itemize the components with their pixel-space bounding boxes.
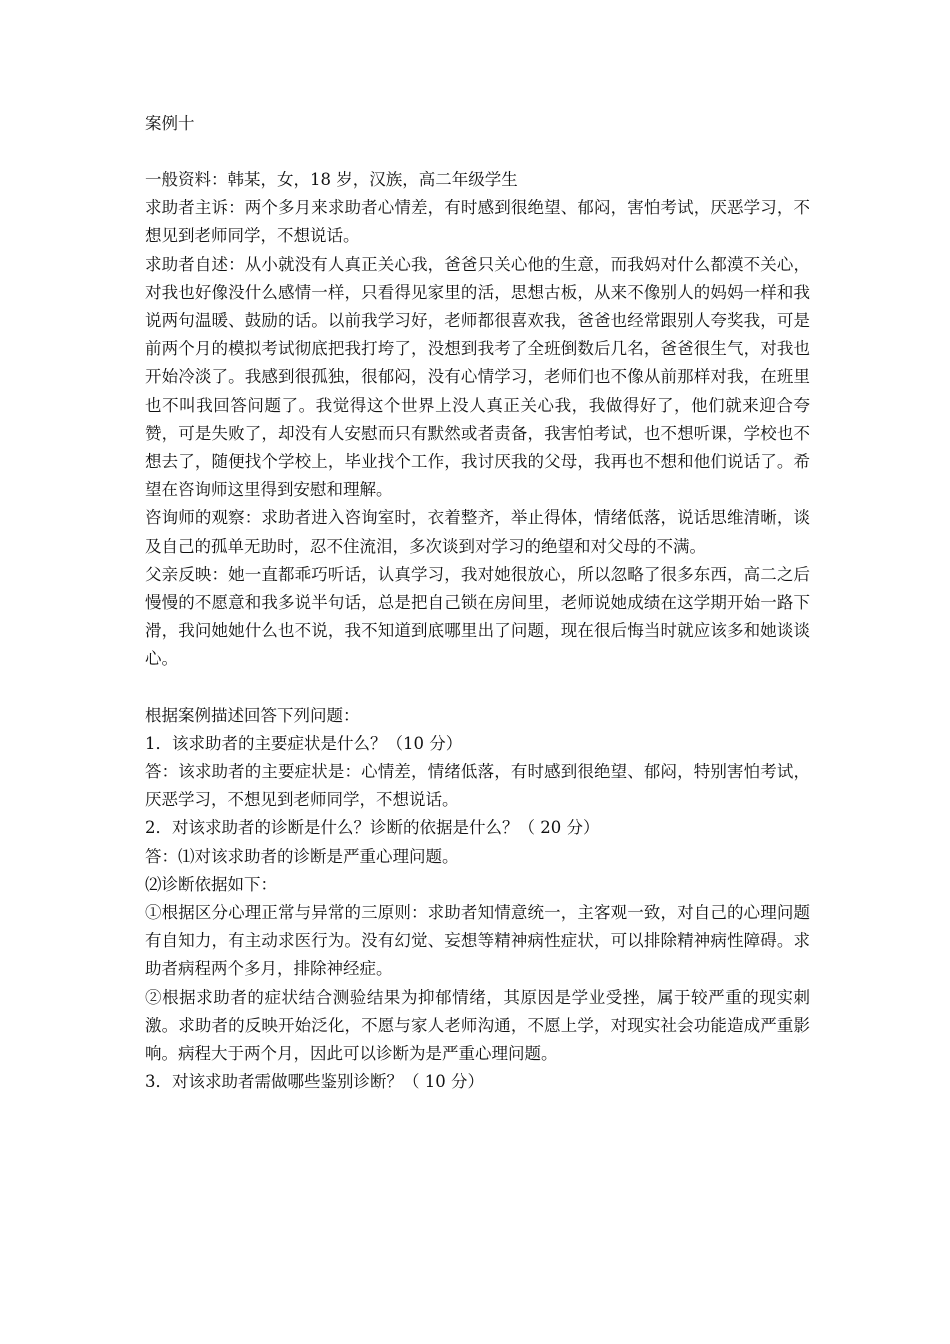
- answer-2-diagnosis: 答：⑴对该求助者的诊断是严重心理问题。: [145, 846, 459, 866]
- blank-line: [145, 138, 810, 166]
- case-title: 案例十: [145, 114, 195, 133]
- self-statement-paragraph: 求助者自述：从小就没有人真正关心我，爸爸只关心他的生意，而我妈对什么都漠不关心，对我也好像没什么感情一样，只看得见家里的活，思想古板，从来不像别人的妈妈一样和我说两句温暖、鼓励的话。以前我学习好，老师都很喜欢我，爸爸也经常跟别人夸奖我，可是前两个月的模拟考试彻底把我打垮了，没想到我考了全班倒数后几名，爸爸很生气，对我也开始冷淡了。我感到很孤独，很郁闷，没有心情学习，老师们也不像从前那样对我，在班里也不叫我回答问题了。我觉得这个世界上没人真正关心我，我做得好了，他们就来迎合夸赞，可是失败了，却没有人安慰而只有默然或者责备，我害怕考试，也不想听课，学校也不想去了，随便找个学校上，毕业找个工作，我讨厌我的父母，我再也不想和他们说话了。希望在咨询师这里得到安慰和理解。: [145, 254, 810, 500]
- question-2: 2．对该求助者的诊断是什么？诊断的依据是什么？（ 20 分）: [145, 818, 600, 838]
- answer-2-basis-heading: ⑵诊断依据如下：: [145, 874, 277, 894]
- blank-line: [145, 674, 810, 702]
- questions-intro: 根据案例描述回答下列问题：: [145, 705, 360, 725]
- father-report-paragraph: 父亲反映：她一直都乖巧听话，认真学习，我对她很放心，所以忽略了很多东西，高二之后慢慢的不愿意和我多说半句话，总是把自己锁在房间里，老师说她成绩在这学期开始一路下滑，我问她她什么也不说，我不知道到底哪里出了问题，现在很后悔当时就应该多和她谈谈心。: [145, 564, 810, 669]
- question-3: 3．对该求助者需做哪些鉴别诊断？（ 10 分）: [145, 1072, 484, 1092]
- observation-paragraph: 咨询师的观察：求助者进入咨询室时，衣着整齐，举止得体，情绪低落，说话思维清晰，谈及自己的孤单无助时，忍不住流泪，多次谈到对学习的绝望和对父母的不满。: [145, 508, 810, 556]
- complaint-paragraph: 求助者主诉：两个多月来求助者心情差，有时感到很绝望、郁闷，害怕考试，厌恶学习，不想见到老师同学，不想说话。: [145, 198, 810, 246]
- answer-1: 答：该求助者的主要症状是：心情差，情绪低落，有时感到很绝望、郁闷，特别害怕考试，厌恶学习，不想见到老师同学，不想说话。: [145, 762, 810, 810]
- document-page: [145, 110, 810, 1097]
- general-info: 一般资料：韩某，女，18 岁，汉族，高二年级学生: [145, 170, 518, 189]
- answer-2-basis-1: ①根据区分心理正常与异常的三原则：求助者知情意统一，主客观一致，对自己的心理问题有自知力，有主动求医行为。没有幻觉、妄想等精神病性症状，可以排除精神病性障碍。求助者病程两个多月，排除神经症。: [145, 903, 810, 979]
- question-1: 1．该求助者的主要症状是什么？（10 分）: [145, 733, 463, 753]
- answer-2-basis-2: ②根据求助者的症状结合测验结果为抑郁情绪，其原因是学业受挫，属于较严重的现实刺激。求助者的反映开始泛化，不愿与家人老师沟通，不愿上学，对现实社会功能造成严重影响。病程大于两个月，因此可以诊断为是严重心理问题。: [145, 987, 810, 1064]
